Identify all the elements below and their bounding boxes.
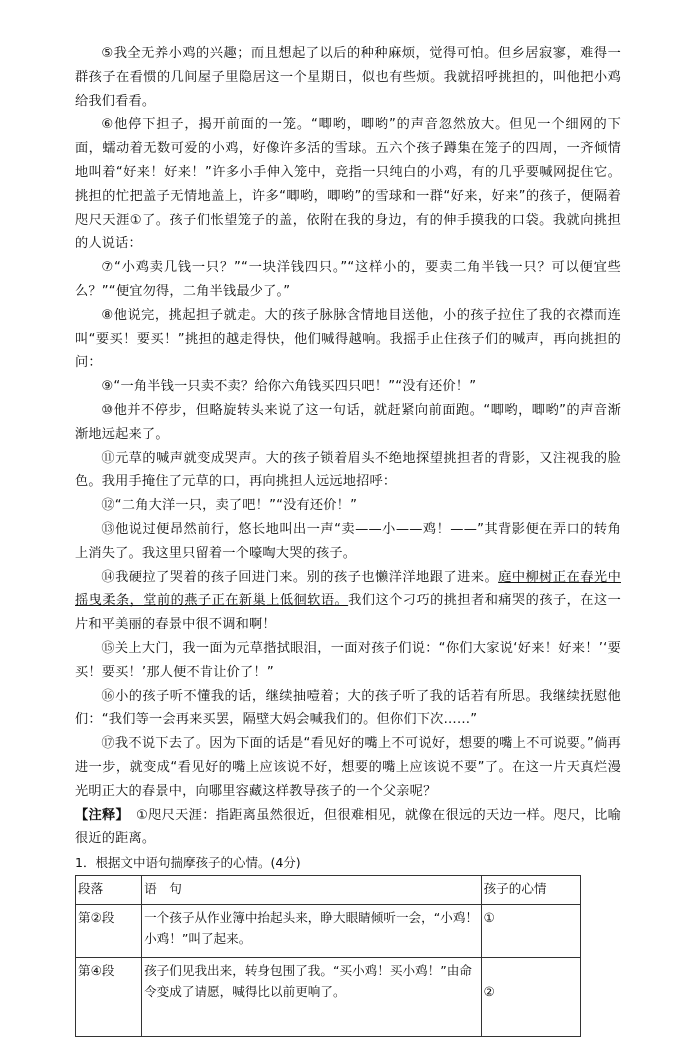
paragraph-5: ⑤我全无养小鸡的兴趣；而且想起了以后的种种麻烦，觉得可怕。但乡居寂寥，难得一群孩子在看惯的几间屋子里隐居这一个星期日，似也有些烦。我就招呼挑担的，叫他把小鸡给我们看看。: [75, 46, 621, 109]
paragraph-14-end: 我们这个刁巧的挑担者和痛哭的孩子，在这一片和平美丽的春景中很不调和啊！: [75, 593, 622, 633]
table-header-row: [76, 876, 581, 905]
paragraph-7: ⑦“小鸡卖几钱一只？”“一块洋钱四只。”“这样小的，要卖二角半钱一只？可以便宜些么？”“便宜勿得，二角半钱最少了。”: [75, 260, 621, 299]
answer-marker-2: ②: [483, 984, 495, 1000]
row-paragraph: 第②段: [76, 905, 142, 958]
footnote: [75, 804, 621, 852]
footnote-text: ①咫尺天涯：指距离虽然很近，但很难相见，就像在很远的天边一样。咫尺，比喻很近的距离。: [75, 807, 621, 847]
header-paragraph: 段落: [76, 876, 142, 905]
paragraph-14-start: ⑭我硬拉了哭着的孩子回进门来。别的孩子也懒洋洋地跟了进来。: [101, 569, 499, 585]
table-row: [76, 905, 581, 958]
answer-table: [75, 875, 581, 1037]
table-row: [76, 958, 581, 1037]
answer-blank-2[interactable]: [481, 958, 580, 1037]
header-sentence: 语 句: [142, 876, 481, 905]
paragraph-17: ⑰我不说下去了。因为下面的话是“看见好的嘴上不可说好，想要的嘴上不可说要。”倘再进一步，就变成“看见好的嘴上应该说不好，想要的嘴上应该说不要”了。在这一片天真烂漫光明正大的春景中，向哪里容藏这样教导孩子的一个父亲呢？: [75, 736, 621, 799]
footnote-label: 【注释】: [75, 807, 123, 823]
paragraph-11: ⑪元草的喊声就变成哭声。大的孩子锁着眉头不绝地探望挑担者的背影，又注视我的脸色。我用手掩住了元草的口，再向挑担人远远地招呼：: [75, 450, 621, 490]
paragraph-14: [75, 566, 621, 637]
paragraph-10: ⑩他并不停步，但略旋转头来说了这一句话，就赶紧向前面跑。“唧哟，唧哟”的声音渐渐地远起来了。: [75, 402, 621, 442]
paragraph-8: ⑧他说完，挑起担子就走。大的孩子脉脉含情地目送他，小的孩子拉住了我的衣襟而连叫“要买！要买！”挑担的越走得快，他们喊得越响。我摇手止住孩子们的喊声，再向挑担的问：: [75, 307, 621, 371]
paragraph-16: ⑯小的孩子听不懂我的话，继续抽噎着；大的孩子听了我的话若有所思。我继续抚慰他们：“我们等一会再来买罢，隔壁大妈会喊我们的。但你们下次……”: [75, 688, 621, 728]
document-page: [75, 42, 621, 1037]
answer-blank-1[interactable]: ①: [481, 905, 580, 958]
paragraph-6: ⑥他停下担子，揭开前面的一笼。“唧哟，唧哟”的声音忽然放大。但见一个细网的下面，蠕动着无数可爱的小鸡，好像许多活的雪球。五六个孩子蹲集在笼子的四周，一齐倾情地叫着“好来！好来！”许多小手伸入笼中，竞指一只纯白的小鸡，有的几乎要喊网捉住它。挑担的忙把盖子无情地盖上，许多“唧哟，唧哟”的雪球和一群“好来，好来”的孩子，便隔着咫尺天涯①了。孩子们怅望笼子的盖，依附在我的身边，有的伸手摸我的口袋。我就向挑担的人说话：: [75, 117, 621, 252]
paragraph-15: ⑮关上大门，我一面为元草揩拭眼泪，一面对孩子们说：“你们大家说‘好来！好来！’‘要买！要买！’那人便不肯让价了！”: [75, 640, 621, 680]
paragraph-12: ⑫“二角大洋一只，卖了吧！”“没有还价！”: [101, 498, 358, 514]
header-mood: 孩子的心情: [481, 876, 580, 905]
paragraph-13: ⑬他说过便昂然前行，悠长地叫出一声“卖——小——鸡！——”其背影便在弄口的转角上消失了。我这里只留着一个嚎啕大哭的孩子。: [75, 521, 621, 561]
question-1: 1．根据文中语句揣摩孩子的心情。(4分): [75, 855, 301, 871]
row-sentence: 孩子们见我出来，转身包围了我。“买小鸡！买小鸡！”由命令变成了请愿，喊得比以前更响了。: [142, 958, 481, 1037]
underlined-sentence: 庭中柳树正在春光中摇曳柔条，堂前的燕子正在新巢上低徊软语。: [75, 569, 621, 609]
row-paragraph: 第④段: [76, 958, 142, 1037]
row-sentence: 一个孩子从作业簿中抬起头来，睁大眼睛倾听一会，“小鸡！小鸡！”叫了起来。: [142, 905, 481, 958]
paragraph-9: ⑨“一角半钱一只卖不卖？给你六角钱买四只吧！”“没有还价！”: [101, 379, 477, 395]
